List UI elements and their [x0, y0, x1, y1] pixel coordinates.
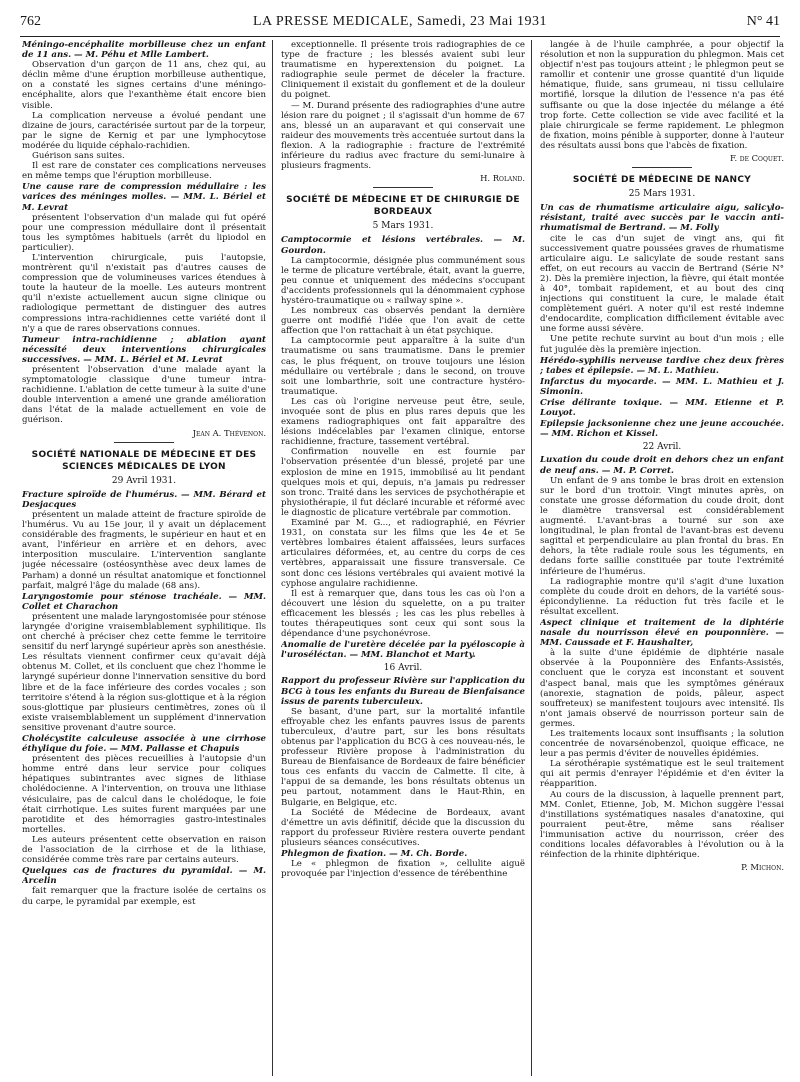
article	[22, 592, 266, 733]
article-heading: Méningo-encéphalite morbilleuse chez un enfant de 11 ans. — M. Péhu et Mlle Lambert.	[22, 40, 266, 61]
article	[540, 419, 784, 439]
article-list	[540, 203, 784, 439]
article-paragraph: La camptocormie peut apparaître à la suite d'un traumatisme ou sans traumatisme. Dans le premier cas, le plus fréquent, on trouve toujours une lésion médullaire ou vertébrale ; dans le second, on trouve soit une lombarthrie, soit une contracture hystéro-traumatique.	[281, 336, 525, 397]
article	[281, 235, 525, 639]
article-heading: Un cas de rhumatisme articulaire aigu, salicylo-résistant, traité avec succès par le vaccin anti-rhumatismal de Bertrand. — M. Folly	[540, 203, 784, 234]
article-list	[540, 455, 784, 872]
journal-title: LA PRESSE MEDICALE, Samedi, 23 Mai 1931	[252, 14, 548, 29]
article-paragraph: fait remarquer que la fracture isolée de certains os du carpe, le pyramidal par exemple, est	[22, 886, 266, 907]
article-paragraph: La sérothérapie systématique est le seul traitement qui ait permis d'enrayer l'épidémie et d'en éviter la réapparition.	[540, 759, 784, 790]
session-date: 16 Avril.	[383, 663, 423, 674]
article	[22, 182, 266, 333]
article	[540, 203, 784, 354]
society-heading: SOCIÉTÉ DE MÉDECINE DE NANCY	[572, 175, 752, 186]
author-signature: P. Michon.	[741, 862, 784, 873]
article	[22, 866, 266, 906]
article-heading: Phlegmon de fixation. — M. Ch. Borde.	[281, 849, 468, 860]
article-paragraph: Il est rare de constater ces complications nerveuses en même temps que l'éruption morbilleuse.	[22, 161, 266, 182]
article-heading: Laryngostomie pour sténose trachéale. — MM. Collet et Charachon	[22, 591, 266, 612]
article-paragraph: Se basant, d'une part, sur la mortalité infantile effroyable chez les enfants pauvres issus de parents tuberculeux, d'autre part, sur les bons résultats obtenus par l'application du BCG à ces nouveau-nés, le professeur Rivière propose à l'administration du Bureau de Bienfaisance de Bordeaux de faire bénéficier tous ces enfants du vaccin de Calmette. Il cite, à l'appui de sa demande, les bons résultats obtenus un peu partout, notamment dans le Haut-Rhin, en Bulgarie, en Belgique, etc.	[281, 706, 525, 808]
article	[540, 377, 784, 397]
article-heading: Rapport du professeur Rivière sur l'application du BCG à tous les enfants du Bureau de Bienfaisance issus de parents tuberculeux.	[281, 676, 525, 707]
article-heading: Anomalie de l'uretère décelée par la pyéloscopie à l'uroséléctan. — MM. Blanchot et Marty.	[281, 640, 525, 661]
article	[540, 618, 784, 872]
article-paragraph: La radiographie montre qu'il s'agit d'une luxation complète du coude droit en dehors, de la variété sous-épicondylienne. La réduction fut très facile et le résultat excellent.	[540, 576, 784, 617]
article	[281, 640, 525, 660]
article	[22, 734, 266, 865]
article	[22, 335, 266, 438]
article-heading: Luxation du coude droit en dehors chez un enfant de neuf ans. — M. P. Corret.	[540, 455, 784, 476]
article-paragraph: Au cours de la discussion, à laquelle prennent part, MM. Conlet, Etienne, Job, M. Michon suggère l'essai d'instillations systématiques nasales d'anatoxine, qui pourraient peut-être, même sans réaliser l'immunisation active du nourrisson, créer des conditions locales défavorables à l'évolution ou à la réinfection de la rhinite diphtérique.	[540, 789, 784, 861]
section-separator	[373, 187, 433, 188]
column-3	[540, 40, 784, 1076]
article-list	[281, 676, 525, 879]
article-list	[281, 235, 525, 660]
session-date: 25 Mars 1931.	[628, 189, 696, 200]
article-paragraph: exceptionnelle. Il présente trois radiographies de ce type de fracture ; les blessés avaient subi leur traumatisme en hyperextension du poignet. La radiographie seule permet de déceler la fracture. Cliniquement il existait du gonflement et de la douleur du poignet.	[281, 40, 525, 101]
author-signature: Jean A. Thévenon.	[192, 427, 266, 438]
article-paragraph: Examiné par M. G..., et radiographié, en Février 1931, on constata sur les films que les 4e et 5e vertèbres lombaires étaient affaissées, leurs surfaces articulaires déformées, et, au centre du corps de ces vertèbres, apparaissait une fissure transversale. Ce sont donc ces lésions vertébrales qui avaient motivé la cyphose angulaire rachidienne.	[281, 518, 525, 589]
page-number: 762	[20, 14, 41, 29]
article-paragraph: La complication nerveuse a évolué pendant une dizaine de jours, caractérisée surtout par de la torpeur, par le signe de Kernig et par une lymphocytose modérée du liquide céphalo-rachidien.	[22, 110, 266, 151]
section-separator	[114, 442, 174, 443]
author-signature: H. Roland.	[480, 173, 525, 184]
article	[22, 490, 266, 591]
column-2	[281, 40, 525, 1076]
article-paragraph: Les cas où l'origine nerveuse peut être, seule, invoquée sont de plus en plus rares depuis que les examens radiographiques ont fait apparaître des lésions indécelables par l'examen clinique, entorse rachidienne, fracture, tassement vertébral.	[281, 396, 525, 448]
article	[22, 40, 266, 181]
article	[540, 455, 784, 617]
article-paragraph: présentent des pièces recueillies à l'autopsie d'un homme entré dans leur service pour coliques hépatiques subintrantes avec signes de lithiase cholédocienne. A l'intervention, on trouva une lithiase vésiculaire, pas de calcul dans le cholédoque, le foie était cirrhotique. Les suites furent marquées par une parotidite et des hémorragies gastro-intestinales mortelles.	[22, 754, 266, 835]
article-paragraph: présentent l'observation d'une malade ayant la symptomatologie classique d'une tumeur intra-rachidienne. L'ablation de cette tumeur à la suite d'une double intervention a amené une grande amélioration dans l'état de la malade actuellement en voie de guérison.	[22, 365, 266, 426]
section-separator	[632, 167, 692, 168]
session-date: 5 Mars 1931.	[372, 221, 434, 232]
session-date: 22 Avril.	[642, 442, 682, 453]
article	[281, 849, 525, 879]
article-heading: Tumeur intra-rachidienne ; ablation ayant nécessité deux interventions chirurgicales successives. — MM. L. Bériel et M. Levrat	[22, 334, 266, 365]
column-1	[22, 40, 266, 1076]
article-paragraph: Les auteurs présentent cette observation en raison de l'association de la cirrhose et de la lithiase, considérée comme très rare par certains auteurs.	[22, 834, 266, 866]
article-paragraph: à la suite d'une épidémie de diphtérie nasale observée à la Pouponnière des Enfants-Assistés, concluent que le coryza est inconstant et souvent d'aspect banal, mais que les symptômes généraux (anorexie, stagnation de poids, pâleur, aspect souffreteux) se manifestent toujours avec intensité. Ils n'ont jamais observé de nourrisson porteur sain de germes.	[540, 648, 784, 729]
page-header	[20, 14, 780, 37]
article-heading: Hérédo-syphilis nerveuse tardive chez deux frères ; tabes et épilepsie. — M. L. Mathieu.	[540, 355, 784, 376]
article-paragraph: cite le cas d'un sujet de vingt ans, qui fit successivement quatre poussées graves de rhumatisme articulaire aigu. Le salicylate de soude restant sans effet, on eut recours au vaccin de Bertrand (Série N° 2). Dès la première injection, la fièvre, qui était montée à 40°, tombait rapidement, et au bout des cinq injections qui constituent la cure, le malade était complètement guéri. A noter qu'il est resté indemne d'endocardite, complication difficilement évitable avec une forme aussi sévère.	[540, 233, 784, 335]
article-list	[22, 490, 266, 907]
article-heading: Quelques cas de fractures du pyramidal. — M. Arcelin	[22, 866, 266, 887]
article-heading: Infarctus du myocarde. — MM. L. Mathieu et J. Simonin.	[540, 376, 784, 397]
article-paragraph: L'intervention chirurgicale, puis l'autopsie, montrèrent qu'il n'existait pas d'autres causes de compression que de volumineuses varices étendues à toute la hauteur de la moelle. Les auteurs montrent qu'il n'existe actuellement aucun signe clinique ou radiologique permettant de distinguer des autres compressions intra-rachidiennes cette variété dont il n'y a que de rares observations connues.	[22, 252, 266, 334]
article-heading: Une cause rare de compression médullaire : les varices des méninges molles. — MM. L. Bériel et M. Levrat	[22, 182, 266, 213]
article-paragraph: Il est à remarquer que, dans tous les cas où l'on a découvert une lésion du squelette, on a pu traiter efficacement les blessés ; les cas les plus rebelles à toutes thérapeutiques sont ceux qui sont sous la dépendance d'une psychonévrose.	[281, 588, 525, 640]
article-heading: Crise délirante toxique. — MM. Etienne et P. Louyot.	[540, 398, 784, 419]
article-continuation	[540, 40, 784, 151]
article-heading: Camptocormie et lésions vertébrales. — M. Gourdon.	[281, 235, 525, 256]
article-paragraph: Observation d'un garçon de 11 ans, chez qui, au déclin même d'une éruption morbilleuse authentique, on a constaté les signes certains d'une méningo-encéphalite, alors que l'exanthème était encore bien visible.	[22, 60, 266, 111]
article-paragraph: présentent un malade atteint de fracture spiroïde de l'humérus. Vu au 15e jour, il y avait un déplacement considérable des fragments, le supérieur en haut et en avant, l'inférieur en arrière et en dehors, avec interposition musculaire. L'intervention sanglante jugée nécessaire (ostéosynthèse avec deux lames de Parham) a donné un résultat anatomique et fonctionnel parfait, malgré l'âge du malade (68 ans).	[22, 509, 266, 591]
article-list	[22, 40, 266, 438]
session-date: 29 Avril 1931.	[111, 475, 177, 486]
article-paragraph: La camptocormie, désignée plus communément sous le terme de plicature vertébrale, était, avant la guerre, peu connue et uniquement des médecins s'occupant d'accidents professionnels qui la dénommaient cyphose hystéro-traumatique ou « railway spine ».	[281, 255, 525, 306]
article-paragraph: Les nombreux cas observés pendant la dernière guerre ont modifié l'idée que l'on avait de cette affection que l'on rattachait à un état psychique.	[281, 306, 525, 337]
article-paragraph: présentent l'observation d'un malade qui fut opéré pour une compression médullaire dont il présentait tous les symptômes habituels (arrêt du lipiodol en particulier).	[22, 212, 266, 253]
article-paragraph: — M. Durand présente des radiographies d'une autre lésion rare du poignet ; il s'agissait d'un homme de 67 ans, blessé un an auparavant et qui conservait une raideur des mouvements très accentuée surtout dans la flexion. A la radiographie : fracture de l'extrémité inférieure du radius avec fracture du semi-lunaire à plusieurs fragments.	[281, 100, 525, 172]
article-continuation	[281, 40, 525, 171]
issue-number: N° 41	[746, 14, 780, 29]
article-paragraph: Confirmation nouvelle en est fournie par l'observation présentée d'un blessé, projeté par une explosion de mine en 1915, immobilisé au lit pendant quelques mois et qui, depuis, n'a jamais pu redresser son tronc. Traité dans les services de psychothérapie et physiothérapie, il fut déclaré incurable et réformé avec le diagnostic de plicature vertébrale par commotion.	[281, 447, 525, 518]
column-divider	[272, 40, 273, 1076]
article-heading: Aspect clinique et traitement de la diphtérie nasale du nourrisson élevé en pouponnière. — MM. Caussade et F. Haushalter,	[540, 617, 784, 649]
column-divider	[531, 40, 532, 1076]
author-signature: F. de Coquet.	[729, 153, 784, 164]
article-paragraph: langée à de l'huile camphrée, a pour objectif la résolution et non la suppuration du phlegmon. Mais cet objectif n'est pas toujours atteint ; le phlegmon peut se ramollir et contenir une grosse quantité d'un liquide hématique, fluide, sans grumeau, ni tissu cellulaire mortifié, lorsque la dilution de l'essence n'a pas été suffisante ou que la dose injectée du mélange a été trop forte. Cette collection se vide avec facilité et la plaie chirurgicale se ferme rapidement. Le phlegmon de fixation, moins pénible à supporter, donne à l'auteur des résultats aussi bons que l'abcès de fixation.	[540, 40, 784, 151]
article	[540, 398, 784, 418]
article-heading: Fracture spiroïde de l'humérus. — MM. Bérard et Desjacques	[22, 489, 266, 510]
article-heading: Cholécystite calculeuse associée à une cirrhose éthylique du foie. — MM. Pallasse et Chapuis	[22, 734, 266, 755]
article-paragraph: Guérison sans suites.	[32, 151, 125, 162]
society-heading: SOCIÉTÉ NATIONALE DE MÉDECINE ET DES SCIENCES MÉDICALES DE LYON	[31, 449, 257, 472]
article	[540, 356, 784, 376]
article-paragraph: présentent une malade laryngostomisée pour sténose laryngée d'origine vraisemblablement syphilitique. Ils ont cherché à préciser chez cette femme le territoire sensitif du nerf laryngé supérieur après son anesthésie. Les résultats viennent confirmer ceux qu'avait déjà obtenus M. Collet, et ils concluent que chez l'homme le laryngé supérieur donne l'innervation sensitive du bord libre et de la face inférieure des cordes vocales ; son territoire s'étend à la région sus-glottique et à la région sous-glottique par plusieurs centimètres, zones où il existe vraisemblablement un supplément d'innervation sensitive provenant d'autre source.	[22, 611, 266, 733]
society-heading: SOCIÉTÉ DE MÉDECINE ET DE CHIRURGIE DE BORDEAUX	[286, 195, 520, 218]
article-paragraph: La Société de Médecine de Bordeaux, avant d'émettre un avis définitif, décide que la discussion du rapport du professeur Rivière restera ouverte pendant plusieurs séances consécutives.	[281, 807, 525, 848]
article-heading: Epilepsie jacksonienne chez une jeune accouchée. — MM. Richon et Kissel.	[540, 419, 784, 440]
article-paragraph: Les traitements locaux sont insuffisants ; la solution concentrée de novarsénobenzol, quoique efficace, ne leur a pas permis d'éviter de nouvelles épidémies.	[540, 729, 784, 760]
article-paragraph: Le « phlegmon de fixation », cellulite aiguë provoquée par l'injection d'essence de térébenthine	[281, 859, 525, 880]
article-paragraph: Un enfant de 9 ans tombe le bras droit en extension sur le bord d'un trottoir. Vingt minutes après, on constate une grosse déformation du coude droit, dont le diamètre transversal est considérablement augmenté. L'avant-bras a tourné sur son axe longitudinal, le plan frontal de l'avant-bras est devenu sagittal et perpendiculaire au plan frontal du bras. En dehors, la tête radiale roule sous les téguments, en dedans forte saillie constituée par toute l'extrémité inférieure de l'humérus.	[540, 475, 784, 577]
article-paragraph: Une petite rechute survint au bout d'un mois ; elle fut jugulée dès la première injection.	[540, 334, 784, 355]
article	[281, 676, 525, 848]
